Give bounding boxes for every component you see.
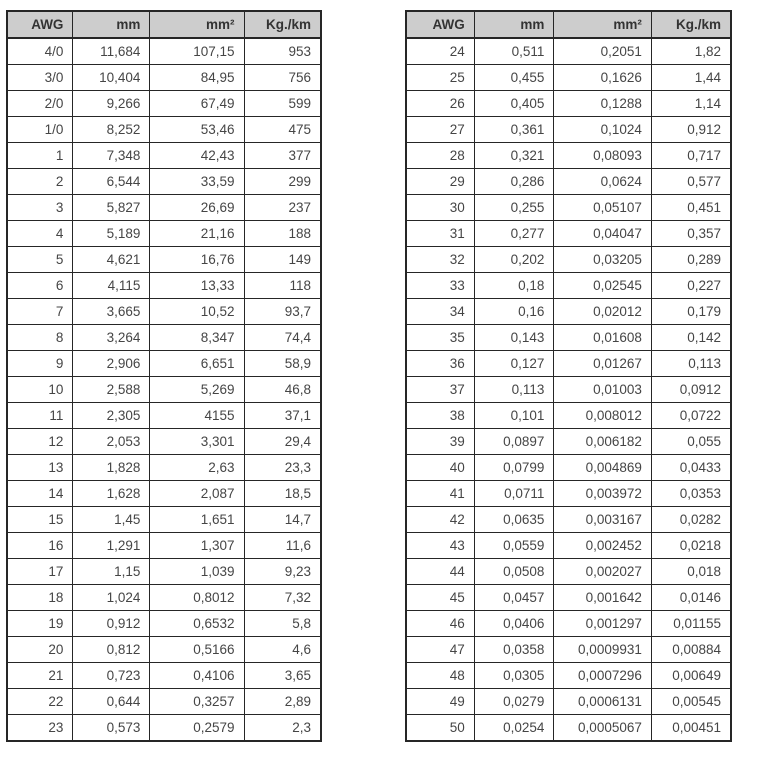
awg-cell: 42 — [406, 507, 474, 533]
mm2-cell: 0,004869 — [554, 455, 652, 481]
mm2-cell: 0,04047 — [554, 221, 652, 247]
mm-cell: 2,053 — [73, 429, 150, 455]
kgkm-cell: 0,0433 — [651, 455, 731, 481]
kgkm-cell: 953 — [244, 38, 321, 65]
mm-cell: 0,101 — [474, 403, 554, 429]
mm-cell: 0,202 — [474, 247, 554, 273]
table-row — [7, 299, 321, 325]
mm-cell: 1,15 — [73, 559, 150, 585]
kgkm-cell: 2,3 — [244, 715, 321, 742]
header-row — [406, 11, 731, 38]
table-row — [406, 91, 731, 117]
column-header-mm: mm — [73, 11, 150, 38]
table-row — [7, 247, 321, 273]
mm2-cell: 0,003167 — [554, 507, 652, 533]
mm2-cell: 0,01267 — [554, 351, 652, 377]
mm2-cell: 84,95 — [150, 65, 244, 91]
awg-cell: 28 — [406, 143, 474, 169]
awg-cell: 21 — [7, 663, 73, 689]
kgkm-cell: 0,0353 — [651, 481, 731, 507]
awg-table-right — [405, 10, 732, 742]
table-row — [406, 611, 731, 637]
table-row — [406, 169, 731, 195]
table-row — [7, 481, 321, 507]
mm-cell: 0,127 — [474, 351, 554, 377]
table-row — [7, 65, 321, 91]
mm-cell: 9,266 — [73, 91, 150, 117]
table-body — [406, 38, 731, 741]
mm2-cell: 0,01003 — [554, 377, 652, 403]
mm2-cell: 1,039 — [150, 559, 244, 585]
awg-cell: 48 — [406, 663, 474, 689]
mm-cell: 10,404 — [73, 65, 150, 91]
mm2-cell: 2,087 — [150, 481, 244, 507]
awg-cell: 11 — [7, 403, 73, 429]
mm-cell: 1,628 — [73, 481, 150, 507]
mm-cell: 8,252 — [73, 117, 150, 143]
kgkm-cell: 188 — [244, 221, 321, 247]
mm-cell: 11,684 — [73, 38, 150, 65]
mm2-cell: 0,6532 — [150, 611, 244, 637]
mm-cell: 3,264 — [73, 325, 150, 351]
mm2-cell: 0,3257 — [150, 689, 244, 715]
mm-cell: 0,511 — [474, 38, 554, 65]
kgkm-cell: 0,577 — [651, 169, 731, 195]
awg-cell: 2 — [7, 169, 73, 195]
mm2-cell: 0,05107 — [554, 195, 652, 221]
table-row — [7, 169, 321, 195]
mm-cell: 0,255 — [474, 195, 554, 221]
mm2-cell: 0,01608 — [554, 325, 652, 351]
awg-cell: 33 — [406, 273, 474, 299]
kgkm-cell: 0,00451 — [651, 715, 731, 742]
mm2-cell: 0,008012 — [554, 403, 652, 429]
mm-cell: 0,0897 — [474, 429, 554, 455]
mm-cell: 0,321 — [474, 143, 554, 169]
mm-cell: 0,573 — [73, 715, 150, 742]
awg-cell: 41 — [406, 481, 474, 507]
awg-cell: 10 — [7, 377, 73, 403]
mm2-cell: 0,1626 — [554, 65, 652, 91]
kgkm-cell: 599 — [244, 91, 321, 117]
table-row — [406, 507, 731, 533]
mm2-cell: 0,02545 — [554, 273, 652, 299]
table-row — [7, 455, 321, 481]
kgkm-cell: 3,65 — [244, 663, 321, 689]
kgkm-cell: 0,357 — [651, 221, 731, 247]
table-row — [7, 351, 321, 377]
mm-cell: 0,0406 — [474, 611, 554, 637]
awg-cell: 47 — [406, 637, 474, 663]
mm-cell: 2,906 — [73, 351, 150, 377]
mm2-cell: 0,08093 — [554, 143, 652, 169]
mm2-cell: 107,15 — [150, 38, 244, 65]
mm-cell: 1,024 — [73, 585, 150, 611]
awg-cell: 7 — [7, 299, 73, 325]
awg-cell: 6 — [7, 273, 73, 299]
table-row — [7, 507, 321, 533]
mm-cell: 0,277 — [474, 221, 554, 247]
kgkm-cell: 29,4 — [244, 429, 321, 455]
awg-cell: 44 — [406, 559, 474, 585]
table-row — [406, 533, 731, 559]
awg-cell: 39 — [406, 429, 474, 455]
kgkm-cell: 0,055 — [651, 429, 731, 455]
mm-cell: 0,0635 — [474, 507, 554, 533]
mm-cell: 0,0559 — [474, 533, 554, 559]
table-row — [406, 585, 731, 611]
awg-table-left — [6, 10, 322, 742]
awg-cell: 31 — [406, 221, 474, 247]
kgkm-cell: 149 — [244, 247, 321, 273]
kgkm-cell: 0,0282 — [651, 507, 731, 533]
mm-cell: 0,405 — [474, 91, 554, 117]
mm2-cell: 0,003972 — [554, 481, 652, 507]
mm2-cell: 0,5166 — [150, 637, 244, 663]
kgkm-cell: 58,9 — [244, 351, 321, 377]
table-row — [7, 429, 321, 455]
mm-cell: 0,0254 — [474, 715, 554, 742]
table-row — [7, 38, 321, 65]
kgkm-cell: 0,113 — [651, 351, 731, 377]
mm-cell: 0,455 — [474, 65, 554, 91]
kgkm-cell: 9,23 — [244, 559, 321, 585]
table-row — [7, 585, 321, 611]
mm-cell: 0,0508 — [474, 559, 554, 585]
column-header-kgkm: Kg./km — [244, 11, 321, 38]
mm2-cell: 21,16 — [150, 221, 244, 247]
mm2-cell: 0,8012 — [150, 585, 244, 611]
kgkm-cell: 0,0912 — [651, 377, 731, 403]
table-row — [406, 377, 731, 403]
table-row — [406, 38, 731, 65]
mm-cell: 0,113 — [474, 377, 554, 403]
kgkm-cell: 74,4 — [244, 325, 321, 351]
mm-cell: 2,588 — [73, 377, 150, 403]
kgkm-cell: 4,6 — [244, 637, 321, 663]
mm2-cell: 10,52 — [150, 299, 244, 325]
kgkm-cell: 5,8 — [244, 611, 321, 637]
awg-cell: 17 — [7, 559, 73, 585]
mm2-cell: 3,301 — [150, 429, 244, 455]
mm2-cell: 0,001642 — [554, 585, 652, 611]
column-header-mm: mm — [474, 11, 554, 38]
mm2-cell: 0,002452 — [554, 533, 652, 559]
mm2-cell: 0,1288 — [554, 91, 652, 117]
kgkm-cell: 0,00884 — [651, 637, 731, 663]
awg-cell: 37 — [406, 377, 474, 403]
mm-cell: 0,0358 — [474, 637, 554, 663]
awg-cell: 25 — [406, 65, 474, 91]
kgkm-cell: 46,8 — [244, 377, 321, 403]
awg-cell: 3 — [7, 195, 73, 221]
awg-cell: 40 — [406, 455, 474, 481]
mm-cell: 1,828 — [73, 455, 150, 481]
kgkm-cell: 0,912 — [651, 117, 731, 143]
table-row — [406, 247, 731, 273]
awg-cell: 1/0 — [7, 117, 73, 143]
awg-cell: 18 — [7, 585, 73, 611]
table-row — [406, 637, 731, 663]
kgkm-cell: 0,142 — [651, 325, 731, 351]
mm2-cell: 0,006182 — [554, 429, 652, 455]
mm-cell: 0,16 — [474, 299, 554, 325]
mm2-cell: 0,03205 — [554, 247, 652, 273]
awg-cell: 20 — [7, 637, 73, 663]
table-row — [406, 559, 731, 585]
kgkm-cell: 18,5 — [244, 481, 321, 507]
header-row — [7, 11, 321, 38]
kgkm-cell: 118 — [244, 273, 321, 299]
awg-cell: 27 — [406, 117, 474, 143]
mm-cell: 5,189 — [73, 221, 150, 247]
column-header-awg: AWG — [7, 11, 73, 38]
mm2-cell: 0,2051 — [554, 38, 652, 65]
kgkm-cell: 23,3 — [244, 455, 321, 481]
table-header-row — [7, 11, 321, 38]
mm2-cell: 2,63 — [150, 455, 244, 481]
awg-cell: 43 — [406, 533, 474, 559]
table-row — [7, 377, 321, 403]
table-row — [7, 689, 321, 715]
kgkm-cell: 756 — [244, 65, 321, 91]
kgkm-cell: 0,0146 — [651, 585, 731, 611]
mm-cell: 0,361 — [474, 117, 554, 143]
mm-cell: 0,812 — [73, 637, 150, 663]
kgkm-cell: 37,1 — [244, 403, 321, 429]
table-row — [406, 429, 731, 455]
mm-cell: 0,143 — [474, 325, 554, 351]
table-row — [7, 117, 321, 143]
kgkm-cell: 7,32 — [244, 585, 321, 611]
awg-cell: 45 — [406, 585, 474, 611]
kgkm-cell: 11,6 — [244, 533, 321, 559]
mm2-cell: 13,33 — [150, 273, 244, 299]
table-row — [406, 325, 731, 351]
mm2-cell: 4155 — [150, 403, 244, 429]
column-header-kgkm: Kg./km — [651, 11, 731, 38]
awg-cell: 12 — [7, 429, 73, 455]
table-row — [406, 299, 731, 325]
table-row — [406, 481, 731, 507]
mm-cell: 0,0457 — [474, 585, 554, 611]
awg-cell: 8 — [7, 325, 73, 351]
kgkm-cell: 0,018 — [651, 559, 731, 585]
awg-cell: 9 — [7, 351, 73, 377]
mm2-cell: 53,46 — [150, 117, 244, 143]
table-row — [406, 663, 731, 689]
mm-cell: 4,621 — [73, 247, 150, 273]
awg-cell: 1 — [7, 143, 73, 169]
table-row — [7, 559, 321, 585]
mm-cell: 0,723 — [73, 663, 150, 689]
mm2-cell: 0,0006131 — [554, 689, 652, 715]
awg-cell: 2/0 — [7, 91, 73, 117]
table-row — [7, 195, 321, 221]
table-row — [406, 689, 731, 715]
awg-cell: 22 — [7, 689, 73, 715]
table-row — [7, 611, 321, 637]
kgkm-cell: 0,717 — [651, 143, 731, 169]
mm2-cell: 0,001297 — [554, 611, 652, 637]
awg-cell: 3/0 — [7, 65, 73, 91]
awg-cell: 19 — [7, 611, 73, 637]
kgkm-cell: 475 — [244, 117, 321, 143]
mm-cell: 0,0799 — [474, 455, 554, 481]
column-header-awg: AWG — [406, 11, 474, 38]
awg-cell: 13 — [7, 455, 73, 481]
mm2-cell: 0,02012 — [554, 299, 652, 325]
table-body — [7, 38, 321, 741]
table-row — [7, 637, 321, 663]
table-row — [7, 533, 321, 559]
mm2-cell: 0,2579 — [150, 715, 244, 742]
table-row — [406, 195, 731, 221]
mm2-cell: 42,43 — [150, 143, 244, 169]
mm2-cell: 0,002027 — [554, 559, 652, 585]
mm-cell: 5,827 — [73, 195, 150, 221]
table-row — [406, 143, 731, 169]
mm2-cell: 1,307 — [150, 533, 244, 559]
tables-container — [6, 10, 758, 742]
table-row — [7, 91, 321, 117]
awg-cell: 26 — [406, 91, 474, 117]
awg-cell: 32 — [406, 247, 474, 273]
mm2-cell: 26,69 — [150, 195, 244, 221]
kgkm-cell: 1,82 — [651, 38, 731, 65]
table-row — [7, 221, 321, 247]
awg-cell: 29 — [406, 169, 474, 195]
awg-cell: 16 — [7, 533, 73, 559]
awg-cell: 5 — [7, 247, 73, 273]
table-row — [406, 221, 731, 247]
kgkm-cell: 0,00545 — [651, 689, 731, 715]
mm2-cell: 1,651 — [150, 507, 244, 533]
kgkm-cell: 0,179 — [651, 299, 731, 325]
awg-cell: 49 — [406, 689, 474, 715]
kgkm-cell: 0,0722 — [651, 403, 731, 429]
mm2-cell: 6,651 — [150, 351, 244, 377]
awg-cell: 4 — [7, 221, 73, 247]
mm2-cell: 0,0009931 — [554, 637, 652, 663]
awg-cell: 34 — [406, 299, 474, 325]
kgkm-cell: 299 — [244, 169, 321, 195]
awg-cell: 24 — [406, 38, 474, 65]
mm2-cell: 0,4106 — [150, 663, 244, 689]
awg-cell: 36 — [406, 351, 474, 377]
table-row — [7, 403, 321, 429]
table-row — [406, 117, 731, 143]
kgkm-cell: 237 — [244, 195, 321, 221]
awg-cell: 38 — [406, 403, 474, 429]
mm-cell: 0,0279 — [474, 689, 554, 715]
kgkm-cell: 2,89 — [244, 689, 321, 715]
mm-cell: 1,291 — [73, 533, 150, 559]
mm-cell: 3,665 — [73, 299, 150, 325]
table-row — [406, 351, 731, 377]
table-row — [7, 325, 321, 351]
mm-cell: 0,286 — [474, 169, 554, 195]
table-row — [406, 65, 731, 91]
awg-cell: 50 — [406, 715, 474, 742]
kgkm-cell: 0,289 — [651, 247, 731, 273]
table-row — [7, 273, 321, 299]
table-row — [406, 403, 731, 429]
mm-cell: 0,0305 — [474, 663, 554, 689]
mm-cell: 4,115 — [73, 273, 150, 299]
mm-cell: 0,912 — [73, 611, 150, 637]
mm2-cell: 33,59 — [150, 169, 244, 195]
mm2-cell: 0,1024 — [554, 117, 652, 143]
kgkm-cell: 1,14 — [651, 91, 731, 117]
awg-cell: 35 — [406, 325, 474, 351]
column-header-mm2: mm² — [554, 11, 652, 38]
mm2-cell: 67,49 — [150, 91, 244, 117]
kgkm-cell: 0,451 — [651, 195, 731, 221]
table-row — [406, 273, 731, 299]
mm-cell: 0,0711 — [474, 481, 554, 507]
awg-cell: 23 — [7, 715, 73, 742]
mm-cell: 1,45 — [73, 507, 150, 533]
awg-cell: 46 — [406, 611, 474, 637]
mm-cell: 0,644 — [73, 689, 150, 715]
kgkm-cell: 1,44 — [651, 65, 731, 91]
kgkm-cell: 0,00649 — [651, 663, 731, 689]
table-row — [7, 663, 321, 689]
mm-cell: 2,305 — [73, 403, 150, 429]
mm2-cell: 16,76 — [150, 247, 244, 273]
awg-cell: 15 — [7, 507, 73, 533]
kgkm-cell: 377 — [244, 143, 321, 169]
awg-cell: 30 — [406, 195, 474, 221]
table-header-row — [406, 11, 731, 38]
mm-cell: 0,18 — [474, 273, 554, 299]
awg-cell: 4/0 — [7, 38, 73, 65]
mm-cell: 6,544 — [73, 169, 150, 195]
mm2-cell: 0,0007296 — [554, 663, 652, 689]
table-row — [7, 143, 321, 169]
table-row — [406, 715, 731, 742]
table-row — [406, 455, 731, 481]
mm2-cell: 0,0005067 — [554, 715, 652, 742]
column-header-mm2: mm² — [150, 11, 244, 38]
kgkm-cell: 93,7 — [244, 299, 321, 325]
mm2-cell: 0,0624 — [554, 169, 652, 195]
kgkm-cell: 0,0218 — [651, 533, 731, 559]
mm2-cell: 8,347 — [150, 325, 244, 351]
kgkm-cell: 0,01155 — [651, 611, 731, 637]
table-row — [7, 715, 321, 742]
kgkm-cell: 0,227 — [651, 273, 731, 299]
mm-cell: 7,348 — [73, 143, 150, 169]
awg-cell: 14 — [7, 481, 73, 507]
kgkm-cell: 14,7 — [244, 507, 321, 533]
mm2-cell: 5,269 — [150, 377, 244, 403]
